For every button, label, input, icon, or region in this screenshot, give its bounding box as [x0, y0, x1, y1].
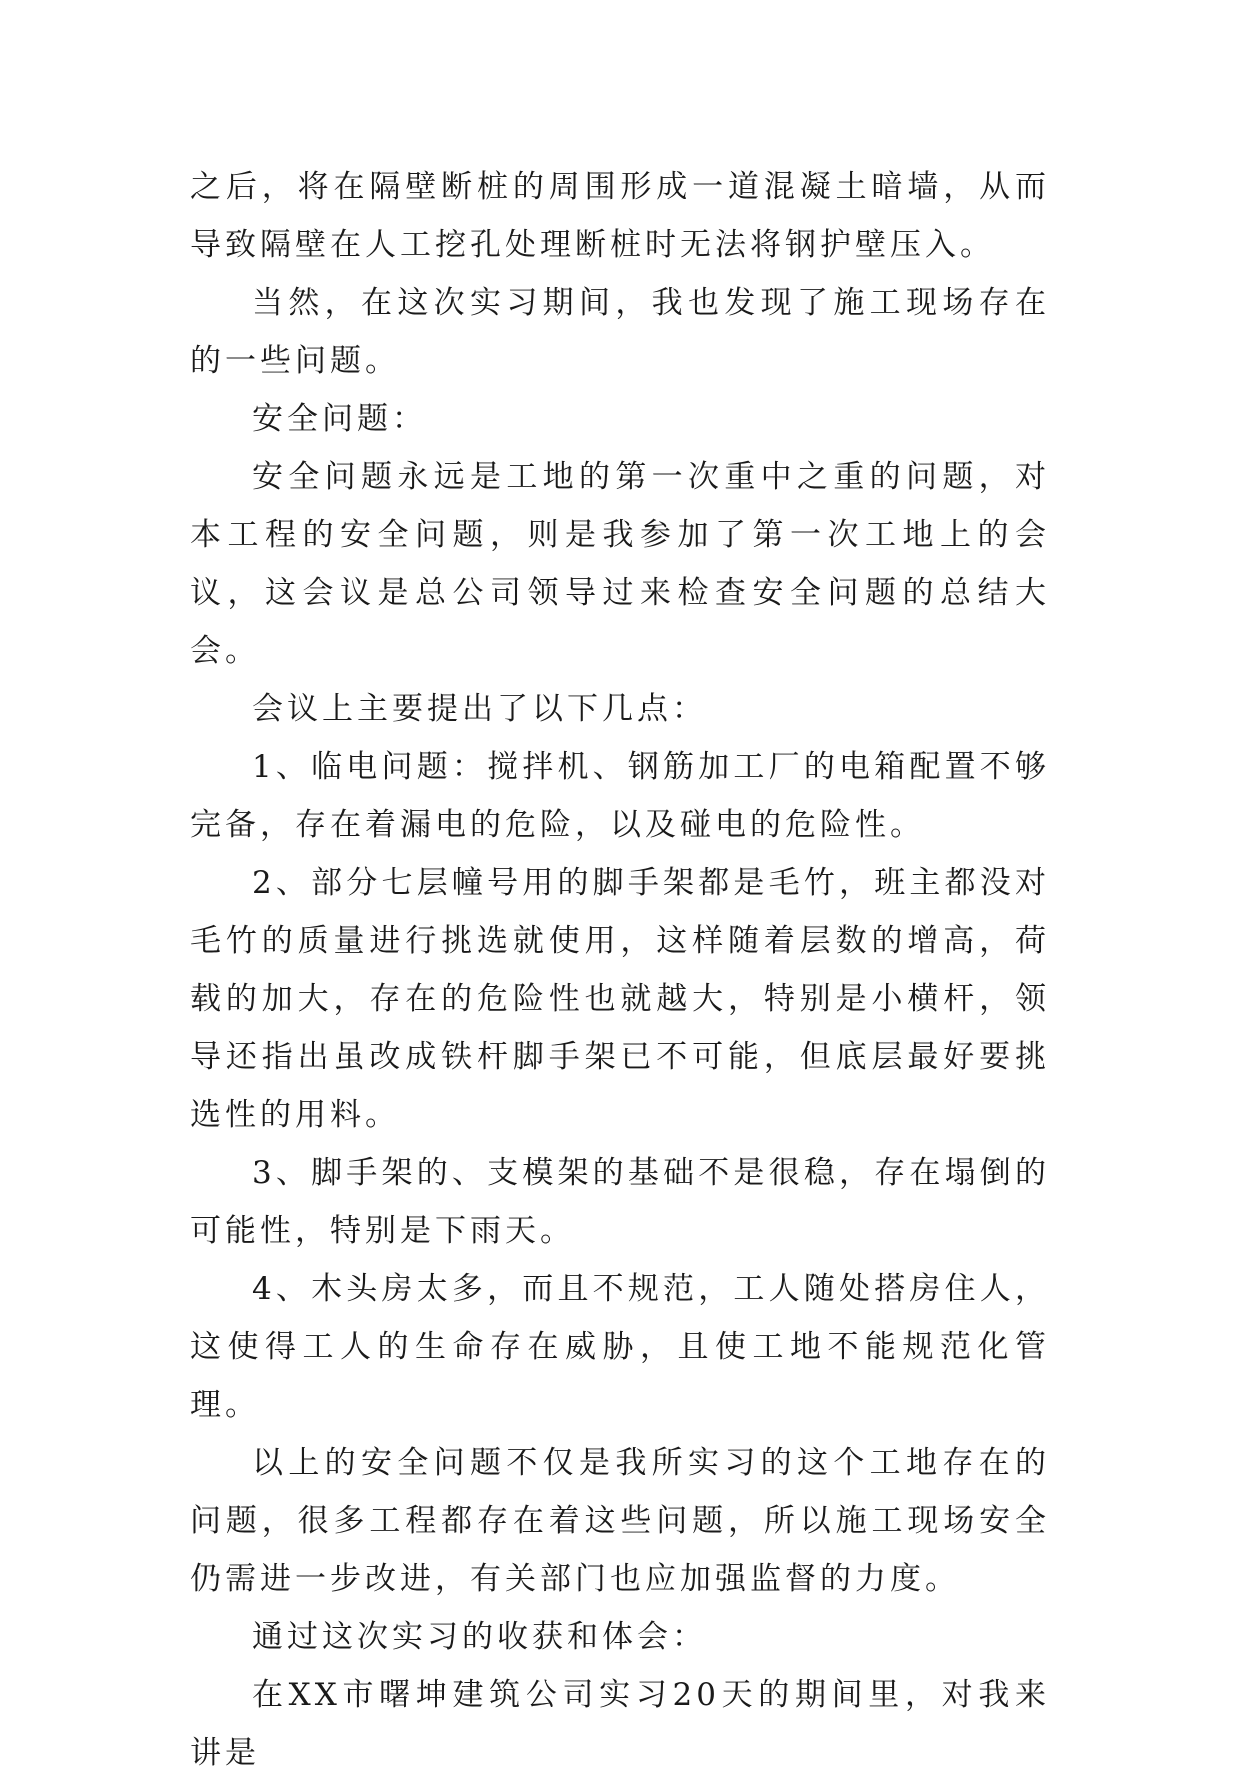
list-item: 1、临电问题：搅拌机、钢筋加工厂的电箱配置不够完备，存在着漏电的危险，以及碰电的危险性。 [190, 749, 1050, 843]
paragraph-continuation: 之后，将在隔壁断桩的周围形成一道混凝土暗墙，从而导致隔壁在人工挖孔处理断桩时无法将钢护壁压入。 [190, 169, 1050, 263]
list-item: 3、脚手架的、支模架的基础不是很稳，存在塌倒的可能性，特别是下雨天。 [190, 1155, 1050, 1249]
section-heading: 安全问题： [252, 401, 427, 437]
paragraph: 以上的安全问题不仅是我所实习的这个工地存在的问题，很多工程都存在着这些问题，所以施工现场安全仍需进一步改进，有关部门也应加强监督的力度。 [190, 1445, 1050, 1597]
list-item: 2、部分七层幢号用的脚手架都是毛竹，班主都没对毛竹的质量进行挑选就使用，这样随着层数的增高，荷载的加大，存在的危险性也就越大，特别是小横杆，领导还指出虽改成铁杆脚手架已不可能，但底层最好要挑选性的用料。 [190, 865, 1050, 1133]
section-heading: 通过这次实习的收获和体会： [252, 1619, 707, 1655]
paragraph: 安全问题永远是工地的第一次重中之重的问题，对本工程的安全问题，则是我参加了第一次工地上的会议，这会议是总公司领导过来检查安全问题的总结大会。 [190, 459, 1050, 669]
list-item: 4、木头房太多，而且不规范，工人随处搭房住人，这使得工人的生命存在威胁，且使工地不能规范化管理。 [190, 1271, 1050, 1423]
paragraph: 在XX市曙坤建筑公司实习20天的期间里，对我来讲是 [190, 1677, 1050, 1771]
paragraph: 当然，在这次实习期间，我也发现了施工现场存在的一些问题。 [190, 285, 1050, 379]
paragraph: 会议上主要提出了以下几点： [252, 691, 707, 727]
document-body [190, 158, 1050, 1782]
